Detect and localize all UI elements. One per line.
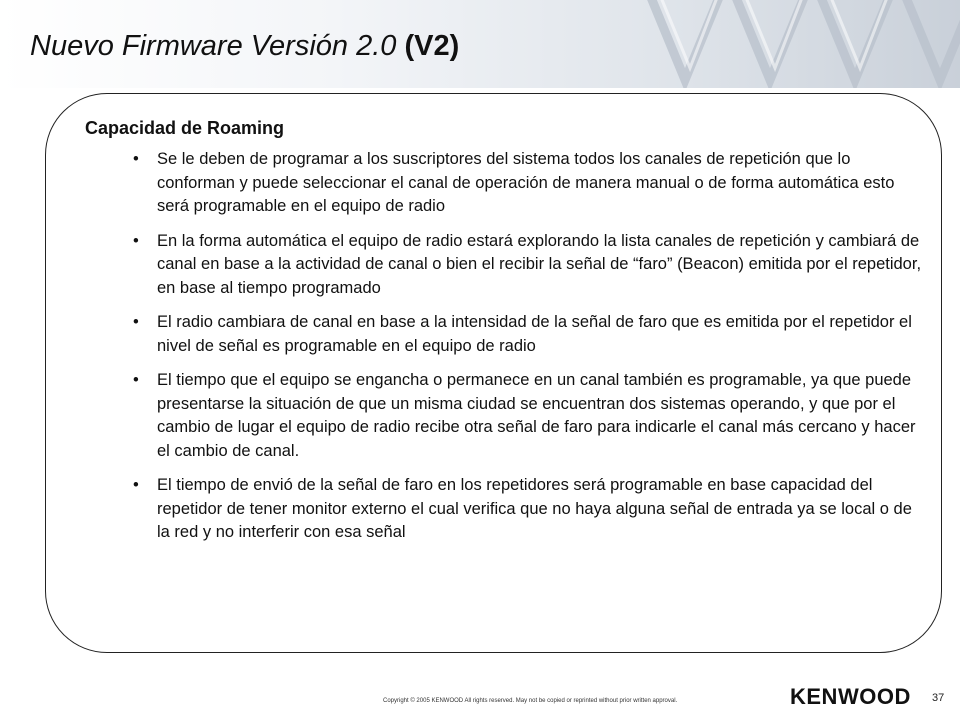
page-title [30,30,459,63]
bullet-icon: • [133,313,139,331]
copyright-notice: Copyright © 2005 KENWOOD All rights reserved. May not be copied or reprinted without prior written approval. [383,698,678,704]
header-banner [0,0,960,88]
kenwood-logo: KENWOOD [790,684,911,709]
list-item [133,474,923,545]
title-version: (V2) [404,30,460,62]
list-item-text: En la forma automática el equipo de radio estará explorando la lista canales de repetición y cambiará de canal en base a la actividad de canal o bien el recibir la señal de “faro” (Beacon) emitida por el repetidor, en base al tiempo programado [157,231,922,297]
list-item [133,369,923,463]
bullet-icon: • [133,371,139,389]
list-item-text: El radio cambiara de canal en base a la intensidad de la señal de faro que es emitida por el repetidor el nivel de señal es programable en el equipo de radio [157,313,912,355]
title-main: Nuevo Firmware Versión 2.0 [30,30,405,62]
bullet-icon: • [133,476,139,494]
bullet-icon: • [133,231,139,250]
section-heading: Capacidad de Roaming [85,118,285,138]
list-item [133,230,923,301]
list-item-text: Se le deben de programar a los suscriptores del sistema todos los canales de repetición que lo conforman y puede seleccionar el canal de operación de manera manual o de forma automática esto será programable en el equipo de radio [157,150,895,215]
bullet-list [133,148,923,556]
bullet-icon: • [133,150,139,168]
list-item [133,311,923,358]
list-item-text: El tiempo que el equipo se engancha o permanece en un canal también es programable, ya que puede presentarse la situación de que un misma ciudad se encuentran dos sistemas operando, y que por el cambio de lugar el equipo de radio recibe otra señal de faro para indicarle el canal más cercano y hacer el cambio de canal. [157,371,916,460]
list-item [133,148,923,219]
page-number: 37 [932,692,945,704]
list-item-text: El tiempo de envió de la señal de faro en los repetidores será programable en base capacidad del repetidor de tener monitor externo el cual verifica que no haya alguna señal de entrada ya se local o de la red y no interferir con esa señal [157,476,912,541]
